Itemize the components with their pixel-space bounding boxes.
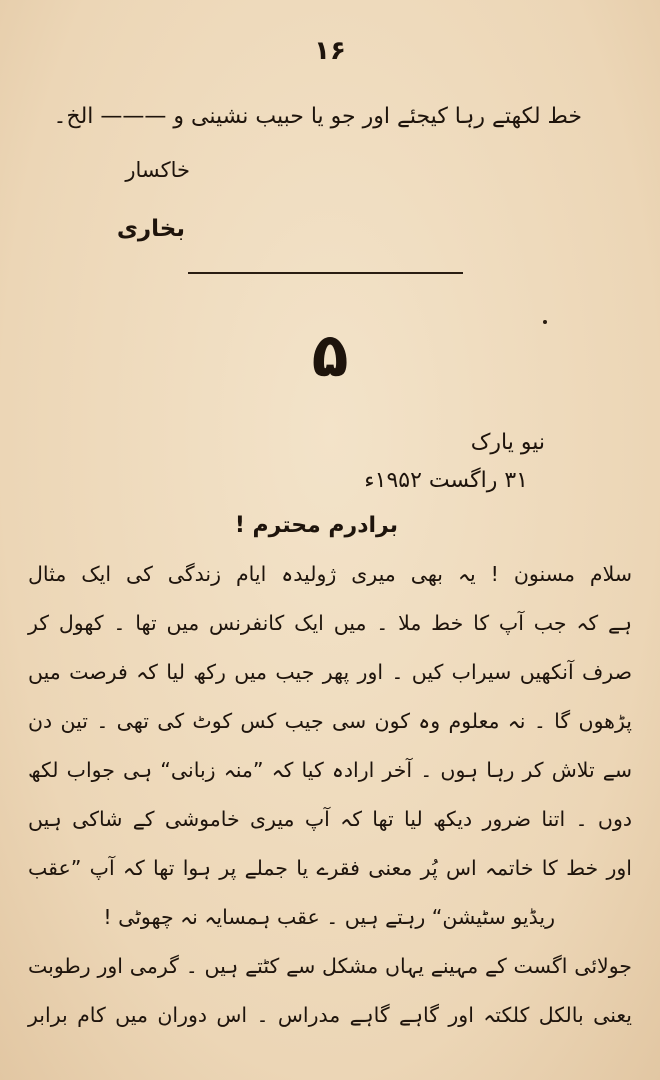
body-line-paragraph-end: ریڈیو سٹیشن“ رہتے ہیں ۔ عقب ہمسایہ نہ چھوٹی ! [103, 905, 555, 929]
body-line: سے تلاش کر رہا ہوں ۔ آخر ارادہ کیا کہ ”منہ زبانی“ ہی جواب لکھ [28, 758, 632, 782]
letter-number: ۵ [311, 321, 349, 391]
previous-letter-last-line: خط لکھتے رہا کیجئے اور جو یا حبیب نشینی و ——— الخ۔ [53, 104, 582, 129]
page-number: ۱۶ [314, 36, 346, 66]
body-line: جولائی اگست کے مہینے یہاں مشکل سے کٹتے ہیں ۔ گرمی اور رطوبت [28, 954, 632, 978]
section-divider [188, 272, 463, 274]
body-line: پڑھوں گا ۔ نہ معلوم وہ کون سی جیب کس کوٹ کی تھی ۔ تین دن [28, 709, 632, 733]
ink-speck [543, 320, 547, 324]
signature: بخاری [116, 216, 185, 242]
letter-salutation: برادرم محترم ! [234, 513, 398, 538]
body-line: صرف آنکھیں سیراب کیں ۔ اور پھر جیب میں رکھ لیا کہ فرصت میں [28, 660, 632, 684]
letter-place: نیو یارک [470, 430, 545, 455]
letter-date: ۳۱ راگست ۱۹۵۲ء [364, 468, 528, 493]
closing-phrase: خاکسار [125, 158, 190, 182]
body-line: دوں ۔ اتنا ضرور دیکھ لیا تھا کہ آپ میری خاموشی کے شاکی ہیں [28, 807, 632, 831]
body-line: یعنی بالکل کلکتہ اور گاہے گاہے مدراس ۔ اس دوران میں کام برابر [28, 1003, 632, 1027]
body-line: اور خط کا خاتمہ اس پُر معنی فقرے یا جملے پر ہوا تھا کہ آپ ”عقب [28, 856, 632, 880]
body-line: سلام مسنون ! یہ بھی میری ژولیدہ ایام زندگی کی ایک مثال [28, 562, 632, 586]
body-line: ہے کہ جب آپ کا خط ملا ۔ میں ایک کانفرنس میں تھا ۔ کھول کر [28, 611, 632, 635]
